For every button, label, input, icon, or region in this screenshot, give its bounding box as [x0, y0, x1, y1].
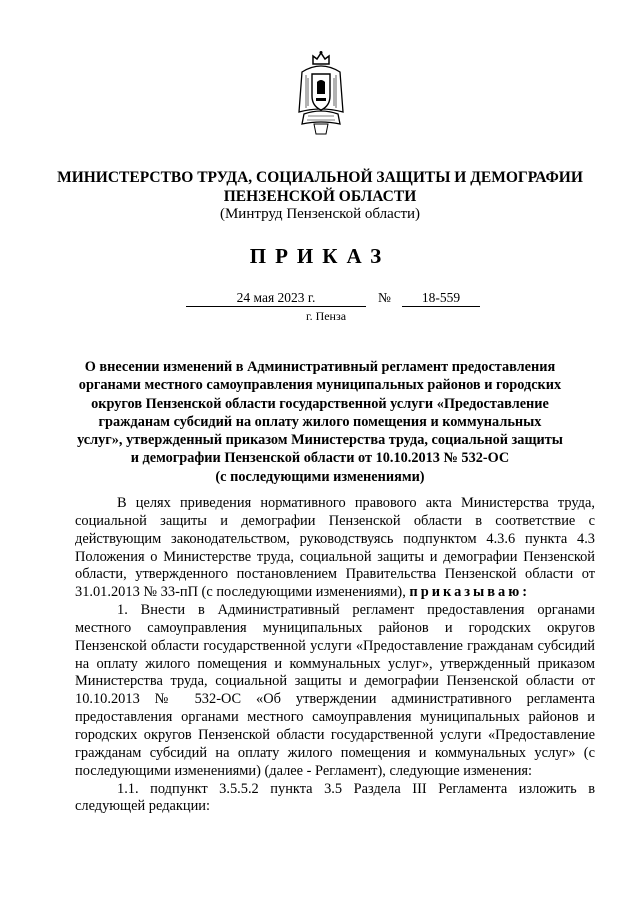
number-sign: №: [378, 290, 391, 305]
item-1-1-paragraph: 1.1. подпункт 3.5.5.2 пункта 3.5 Раздела III Регламента изложить в следующей редакции:: [75, 780, 595, 815]
intro-text: В целях приведения нормативного правового акта Министерства труда, социальной защиты и демографии Пензенской области в соответствие с действующим законодательством, руководствуясь подпунктом 4.3.6 пункта 4.3 Положения о Министерстве труда, социальной защиты и демографии Пензенской области, утвержденного постановлением Правительства Пензенской области от 31.01.2013 № 33-пП (с последующими изменениями),: [75, 495, 595, 601]
ministry-name: [40, 168, 600, 206]
item-1-paragraph: 1. Внести в Административный регламент предоставления органами местного самоуправления муниципальных районов и городских округов Пензенской области государственной услуги «Предоставление гражданам субсидий на оплату жилого помещения и коммунальных услуг», утвержденный приказом Министерства труда, социальной защиты и демографии Пензенской области от 10.10.2013 № 532-ОС «Об утверждении административного регламента предоставления органами местного самоуправления муниципальных районов и городских округов Пензенской области государственной услуги «Предоставление гражданам субсидий на оплату жилого помещения и коммунальных услуг» (с последующими изменениями) (далее - Регламент), следующие изменения:: [75, 602, 595, 779]
subject-line: органами местного самоуправления муниципальных районов и городских: [78, 377, 562, 394]
intro-paragraph: [75, 495, 595, 602]
order-city: г. Пенза: [306, 309, 347, 323]
order-date: 24 мая 2023 г.: [186, 290, 366, 307]
subject-line: и демографии Пензенской области от 10.10.2013 № 532-ОС: [130, 450, 510, 467]
subject-line: округов Пензенской области государственной услуги «Предоставление: [91, 395, 549, 412]
subject-line: О внесении изменений в Административный регламент предоставления: [84, 359, 556, 375]
subject-line: услуг», утвержденный приказом Министерства труда, социальной защиты: [77, 432, 563, 449]
subject-line: гражданам субсидий на оплату жилого помещения и коммунальных: [98, 413, 542, 430]
ministry-name-line2: ПЕНЗЕНСКОЙ ОБЛАСТИ: [223, 188, 417, 205]
ministry-short-name: (Минтруд Пензенской области): [219, 206, 421, 222]
order-subject: [66, 358, 574, 486]
document-type-title: ПРИКАЗ: [249, 244, 391, 268]
order-word: приказываю:: [409, 584, 531, 601]
subject-line: (с последующими изменениями): [215, 468, 425, 485]
coat-of-arms-emblem: [296, 50, 346, 136]
ministry-name-line1: МИНИСТЕРСТВО ТРУДА, СОЦИАЛЬНОЙ ЗАЩИТЫ И ДЕМОГРАФИИ: [57, 169, 583, 186]
order-body: [75, 495, 595, 816]
order-number: 18-559: [402, 290, 480, 307]
